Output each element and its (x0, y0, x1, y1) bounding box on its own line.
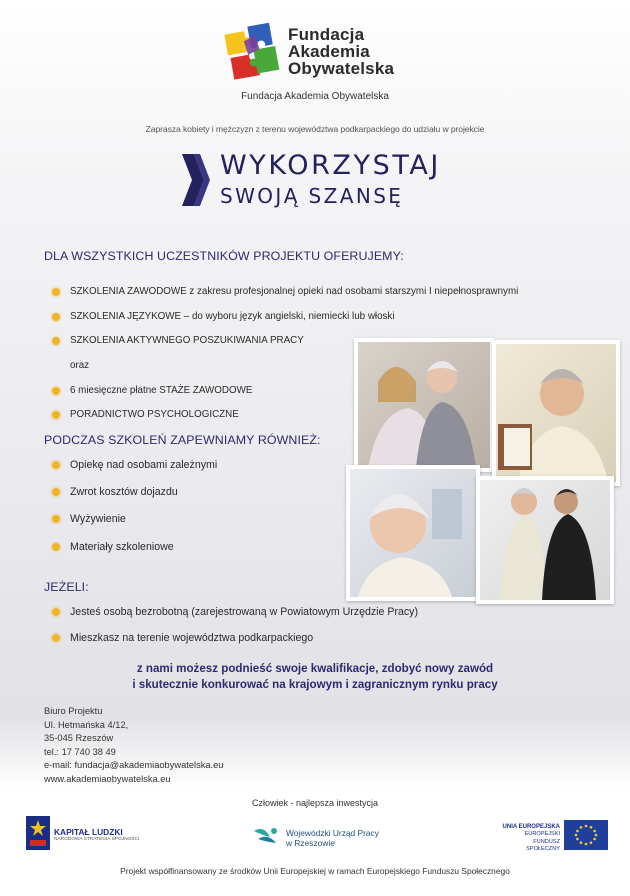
list-item (52, 286, 518, 297)
list-item (52, 335, 304, 346)
photo-senior-man-reading (492, 340, 620, 486)
double-chevron-icon (182, 154, 214, 206)
bullet-dot-icon (52, 387, 60, 395)
kapital-ludzki-text (54, 827, 139, 842)
contact-email: e-mail: fundacja@akademiaobywatelska.eu (44, 760, 224, 771)
contact-street: Ul. Hetmańska 4/12, (44, 719, 129, 730)
contact-website: www.akademiaobywatelska.eu (44, 773, 171, 784)
logo-caption: Fundacja Akademia Obywatelska (241, 91, 389, 102)
bullet-dot-icon (52, 543, 60, 551)
list-item (52, 606, 418, 618)
logo-line-3: Obywatelska (288, 59, 395, 78)
during-item-text: Zwrot kosztów dojazdu (70, 486, 178, 498)
list-item (52, 409, 239, 420)
contact-city: 35-045 Rzeszów (44, 733, 114, 744)
slogan-line-2: i skutecznie konkurować na krajowym i zagranicznym rynku pracy (132, 678, 498, 691)
offer-item-text: SZKOLENIA JĘZYKOWE – do wyboru język angielski, niemiecki lub włoski (70, 311, 395, 322)
offer-item-text: PORADNICTWO PSYCHOLOGICZNE (70, 409, 239, 420)
oraz-text: oraz (70, 360, 90, 371)
kl-title: KAPITAŁ LUDZKI (54, 827, 123, 837)
during-item-text: Wyżywienie (70, 513, 126, 525)
kl-subtitle: NARODOWA STRATEGIA SPÓJNOŚCI (54, 837, 140, 842)
list-item (52, 513, 126, 525)
photo-caregiver-with-senior (354, 338, 494, 472)
kapital-ludzki-logo-icon (26, 816, 50, 850)
logo-line-1: Fundacja (288, 25, 365, 44)
offer-heading: DLA WSZYSTKICH UCZESTNIKÓW PROJEKTU OFERUJEMY: (44, 249, 404, 263)
bullet-dot-icon (52, 313, 60, 321)
wup-line-2: w Rzeszowie (286, 838, 335, 848)
eu-line-3: FUNDUSZ SPOŁECZNY (526, 838, 560, 853)
wup-text (286, 828, 379, 848)
list-item (52, 486, 178, 498)
eu-text (500, 824, 560, 854)
list-item (52, 459, 217, 471)
wup-logo-icon (252, 823, 282, 849)
contact-office: Biuro Projektu (44, 706, 103, 716)
title-line-2: SWOJĄ SZANSĘ (220, 184, 404, 208)
list-item (52, 632, 313, 644)
during-heading: PODCZAS SZKOLEŃ ZAPEWNIAMY RÓWNIEŻ: (44, 433, 321, 447)
bullet-dot-icon (52, 634, 60, 642)
condition-item-text: Mieszkasz na terenie województwa podkarpackiego (70, 632, 314, 644)
contact-phone: tel.: 17 740 38 49 (44, 746, 116, 757)
photo-caregiver-assisting-senior (476, 476, 614, 604)
footer-motto: Człowiek - najlepsza inwestycja (251, 798, 379, 808)
list-item (52, 311, 395, 322)
bullet-dot-icon (52, 461, 60, 469)
wup-line-1: Wojewódzki Urząd Pracy (286, 828, 379, 838)
slogan-line-1: z nami możesz podnieść swoje kwalifikacje, zdobyć nowy zawód (136, 662, 494, 675)
condition-item-text: Jesteś osobą bezrobotną (zarejestrowaną w Powiatowym Urzędzie Pracy) (70, 606, 418, 618)
eu-line-2: EUROPEJSKI (524, 831, 560, 838)
cofinance-note: Projekt współfinansowany ze środków Unii Europejskiej w ramach Europejskiego Funduszu Społecznego (120, 866, 510, 876)
offer-item-text: 6 miesięczne płatne STAŻE ZAWODOWE (70, 385, 253, 396)
eu-line-1: UNIA EUROPEJSKA (502, 824, 560, 830)
during-item-text: Opiekę nad osobami zależnymi (70, 459, 218, 471)
photo-smiling-senior-woman (346, 465, 480, 601)
list-item (52, 385, 252, 396)
eu-flag-icon (564, 820, 608, 850)
contact-block (44, 705, 223, 787)
title-line-1: WYKORZYSTAJ (220, 150, 441, 181)
bullet-dot-icon (52, 411, 60, 419)
conditions-heading: JEŻELI: (44, 580, 89, 594)
puzzle-logo-icon (222, 22, 284, 84)
offer-item-text: SZKOLENIA AKTYWNEGO POSZUKIWANIA PRACY (70, 335, 304, 346)
during-item-text: Materiały szkoleniowe (70, 541, 174, 553)
bullet-dot-icon (52, 488, 60, 496)
invitation-text: Zaprasza kobiety i mężczyzn z terenu województwa podkarpackiego do udziału w projekcie (145, 124, 485, 134)
bullet-dot-icon (52, 337, 60, 345)
logo-line-2: Akademia (288, 42, 370, 61)
slogan (0, 661, 630, 693)
offer-item-text: SZKOLENIA ZAWODOWE z zakresu profesjonalnej opieki nad osobami starszymi I niepełnosprawnymi (70, 286, 519, 297)
bullet-dot-icon (52, 288, 60, 296)
logo-wordmark (288, 26, 394, 77)
bullet-dot-icon (52, 608, 60, 616)
list-item (52, 541, 174, 553)
bullet-dot-icon (52, 515, 60, 523)
